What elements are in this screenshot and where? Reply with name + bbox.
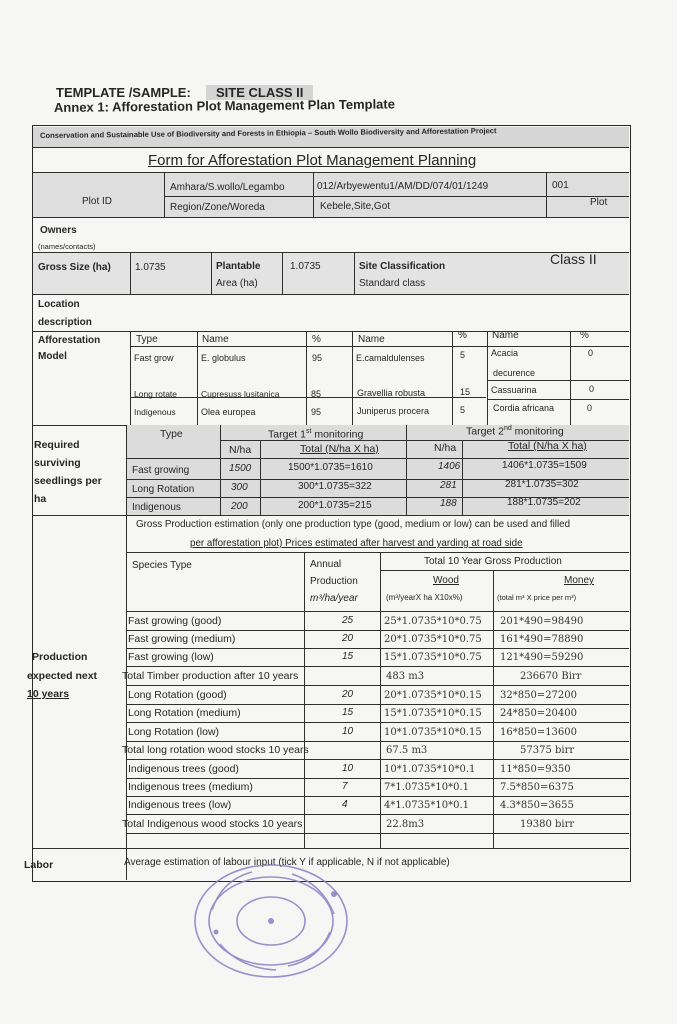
- location-label-2: description: [38, 317, 92, 328]
- production-row-species: Long Rotation (low): [128, 726, 220, 738]
- production-row-divider: [126, 814, 629, 815]
- owners-label: Owners: [40, 225, 77, 236]
- seedlings-label-3: seedlings per: [34, 475, 102, 487]
- target1-header: [268, 428, 363, 440]
- location-label-1: Location: [38, 299, 80, 310]
- wood-header: Wood: [433, 575, 459, 586]
- seedling-row3-n2: 188: [440, 498, 457, 509]
- target2-nha: N/ha: [434, 442, 457, 454]
- seedlings-label-4: ha: [34, 493, 47, 505]
- aff-row2-name-1: Cupresuss lusitanica: [201, 389, 280, 399]
- production-row-species: Total long rotation wood stocks 10 years: [122, 744, 309, 756]
- template-title-highlight: SITE CLASS II: [206, 85, 313, 100]
- production-row-wood: 20*1.0735*10*0.15: [384, 690, 482, 701]
- production-row-species: Long Rotation (medium): [128, 707, 241, 719]
- species-type-header: Species Type: [132, 560, 192, 571]
- production-row-wood: 25*1.0735*10*0.75: [384, 616, 482, 627]
- seedlings-label-1: Required: [34, 439, 80, 451]
- production-row-wood: 10*1.0735*10*0.15: [384, 727, 482, 738]
- aff-row1-name-3: Acacia: [491, 348, 519, 358]
- production-row-divider: [126, 796, 629, 797]
- production-row-wood: 10*1.0735*10*0.1: [384, 764, 476, 775]
- aff-row2-pct-3: 0: [589, 384, 595, 394]
- production-label-3: 10 years: [27, 688, 70, 700]
- production-row-annual: 15: [342, 707, 354, 718]
- aff-header-pct-3: %: [580, 330, 589, 341]
- production-row-wood: 7*1.0735*10*0.1: [384, 782, 469, 793]
- aff-header-name-1: Name: [202, 334, 229, 345]
- production-row-divider: [126, 778, 629, 779]
- production-row-divider: [126, 704, 629, 705]
- production-row-annual: 10: [342, 763, 354, 774]
- site-class-sub: Standard class: [359, 278, 426, 289]
- afforestation-label-1: Afforestation: [38, 335, 101, 346]
- aff-header-name-3: Name: [492, 330, 519, 341]
- production-row-money: 4.3*850=3655: [500, 800, 574, 811]
- aff-row3-name-2: Juniperus procera: [357, 406, 430, 416]
- production-row-species: Indigenous trees (low): [128, 799, 232, 811]
- kebele-label: Kebele,Site,Got: [320, 201, 391, 212]
- production-row-annual: 7: [342, 781, 348, 792]
- aff-row1-name-1: E. globulus: [201, 353, 246, 363]
- aff-row2-name-2: Gravellia robusta: [357, 388, 426, 398]
- seedling-row3-type: Indigenous: [132, 502, 181, 513]
- aff-header-type: Type: [136, 334, 158, 345]
- plot-id-label: Plot ID: [82, 196, 113, 207]
- seedling-row3-n1: 200: [231, 501, 248, 512]
- seedlings-label-2: surviving: [34, 457, 81, 469]
- production-label-2: expected next: [27, 670, 98, 682]
- production-row-money: 121*490=59290: [500, 652, 584, 663]
- seedling-row2-n2: 281: [440, 480, 457, 491]
- plot-label: Plot: [590, 197, 608, 208]
- production-row-divider: [126, 648, 629, 649]
- target1-total: Total (N/ha X ha): [300, 443, 379, 455]
- target2-header: [466, 425, 564, 437]
- production-row-annual: 25: [342, 615, 354, 626]
- aff-row1-pct-3: 0: [588, 348, 594, 358]
- plantable-value: 1.0735: [290, 261, 321, 272]
- production-row-annual: 10: [342, 726, 354, 737]
- region-label: Region/Zone/Woreda: [170, 202, 265, 213]
- production-row-species: Indigenous trees (good): [128, 763, 239, 775]
- afforestation-label-2: Model: [38, 351, 67, 362]
- production-row-money: 16*850=13600: [500, 727, 578, 738]
- aff-row2-pct-1: 85: [311, 389, 322, 399]
- production-row-species: Fast growing (good): [128, 615, 222, 627]
- production-label-1: Production: [32, 651, 88, 663]
- seedling-row1-n1: 1500: [229, 463, 252, 474]
- target2-suffix: monitoring: [511, 425, 564, 438]
- production-row-divider: [126, 833, 629, 834]
- project-title: Conservation and Sustainable Use of Biodiversity and Forests in Ethiopia – South Wollo Biodiversity and Afforestation Project: [39, 126, 497, 140]
- production-row-species: Long Rotation (good): [128, 689, 227, 701]
- official-stamp: [192, 862, 350, 980]
- aff-row1-name-3-extra: decurence: [493, 368, 536, 378]
- region-value: Amhara/S.wollo/Legambo: [170, 182, 285, 193]
- production-row-annual: 20: [342, 633, 354, 644]
- aff-row3-name-1: Olea europea: [201, 407, 256, 417]
- production-row-divider: [126, 759, 629, 760]
- target2-sup: nd: [503, 425, 512, 432]
- target2-prefix: Target 2: [466, 425, 504, 438]
- production-row-divider: [126, 685, 629, 686]
- aff-row3-pct-2: 5: [460, 405, 466, 415]
- aff-row3-pct-3: 0: [587, 403, 593, 413]
- production-row-annual: 4: [342, 799, 348, 810]
- production-row-annual: 20: [342, 689, 354, 700]
- production-row-divider: [126, 741, 629, 742]
- production-row-wood: 483 m3: [386, 671, 425, 682]
- annex-title: Annex 1: Afforestation Plot Management Plan Template: [53, 96, 396, 115]
- production-row-money: 236670 Birr: [520, 671, 582, 682]
- plantable-label-2: Area (ha): [216, 278, 258, 289]
- plantable-label-1: Plantable: [216, 261, 261, 272]
- owners-sub: (names/contacts): [38, 242, 96, 251]
- seedling-row1-n2: 1406: [438, 461, 461, 472]
- production-row-divider: [126, 666, 629, 667]
- annual-header-1: Annual: [310, 559, 342, 570]
- aff-header-name-2: Name: [358, 334, 385, 345]
- target1-suffix: monitoring: [311, 428, 364, 441]
- production-row-species: Indigenous trees (medium): [128, 781, 253, 793]
- production-row-wood: 67.5 m3: [386, 745, 428, 756]
- production-row-wood: 22.8m3: [386, 819, 425, 830]
- wood-subheader: (m³/yearX ha X10x%): [386, 593, 463, 602]
- production-row-money: 161*490=78890: [500, 634, 584, 645]
- aff-row1-type: Fast grow: [134, 353, 174, 363]
- aff-row1-name-2: E.camaldulenses: [356, 353, 425, 363]
- aff-row3-pct-1: 95: [311, 407, 322, 417]
- aff-row2-name-3: Cassuarina: [491, 385, 537, 395]
- aff-row3-name-3: Cordia africana: [493, 403, 555, 413]
- production-row-species: Fast growing (low): [128, 651, 214, 663]
- seedling-row1-type: Fast growing: [132, 465, 190, 476]
- target1-nha: N/ha: [229, 444, 252, 456]
- money-header: Money: [564, 575, 595, 586]
- production-row-species: Fast growing (medium): [128, 633, 236, 645]
- production-row-wood: 20*1.0735*10*0.75: [384, 634, 482, 645]
- gross-production-note-2: per afforestation plot) Prices estimated after harvest and yarding at road side: [190, 538, 523, 549]
- production-row-divider: [126, 722, 629, 723]
- money-subheader: (total m³ X price per m³): [497, 593, 577, 602]
- form-title: Form for Afforestation Plot Management Planning: [148, 152, 477, 169]
- seedling-row2-type: Long Rotation: [132, 484, 195, 495]
- production-row-wood: 15*1.0735*10*0.15: [384, 708, 482, 719]
- production-row-money: 24*850=20400: [500, 708, 578, 719]
- seedling-row1-t1: 1500*1.0735=1610: [288, 462, 373, 473]
- gross-size-label: Gross Size (ha): [38, 262, 111, 273]
- production-row-divider: [126, 630, 629, 631]
- total-10-year-header: Total 10 Year Gross Production: [424, 556, 562, 567]
- production-row-money: 11*850=9350: [500, 764, 571, 775]
- seedling-row2-t2: 281*1.0735=302: [505, 479, 579, 490]
- aff-row2-pct-2: 15: [460, 387, 471, 397]
- target1-sup: st: [305, 428, 312, 435]
- aff-row1-pct-1: 95: [312, 353, 323, 363]
- production-row-money: 32*850=27200: [500, 690, 578, 701]
- production-row-money: 19380 birr: [520, 819, 575, 830]
- annual-header-3: m³/ha/year: [310, 593, 358, 604]
- production-row-annual: 15: [342, 651, 354, 662]
- gross-production-note-1: Gross Production estimation (only one production type (good, medium or low) can be used and filled: [136, 519, 571, 530]
- site-class-label: Site Classification: [359, 261, 446, 272]
- production-row-money: 7.5*850=6375: [500, 782, 574, 793]
- production-row-wood: 15*1.0735*10*0.75: [384, 652, 482, 663]
- plot-value: 001: [552, 180, 569, 191]
- target1-prefix: Target 1: [268, 428, 306, 441]
- aff-header-pct-1: %: [312, 334, 321, 345]
- kebele-value: 012/Arbyewentu1/AM/DD/074/01/1249: [317, 181, 489, 192]
- gross-size-value: 1.0735: [135, 262, 166, 273]
- production-row-money: 201*490=98490: [500, 616, 584, 627]
- seedling-row2-n1: 300: [231, 482, 248, 493]
- labor-label: Labor: [24, 859, 54, 871]
- seedling-row3-t2: 188*1.0735=202: [507, 497, 581, 508]
- seedling-row2-t1: 300*1.0735=322: [298, 481, 372, 492]
- aff-header-pct-2: %: [458, 330, 467, 341]
- seedling-row1-t2: 1406*1.0735=1509: [502, 460, 587, 471]
- annual-header-2: Production: [310, 576, 358, 587]
- aff-row3-type: Indigenous: [134, 407, 176, 417]
- production-row-wood: 4*1.0735*10*0.1: [384, 800, 469, 811]
- production-row-species: Total Indigenous wood stocks 10 years: [122, 818, 303, 830]
- seedling-row3-t1: 200*1.0735=215: [298, 500, 372, 511]
- labor-text: Average estimation of labour input (tick Y if applicable, N if not applicable): [124, 857, 450, 868]
- seedlings-type-header: Type: [160, 428, 183, 440]
- aff-row2-type: Long rotate: [134, 389, 178, 399]
- target2-total: Total (N/ha X ha): [508, 440, 587, 452]
- aff-row1-pct-2: 5: [460, 350, 466, 360]
- template-title-prefix: TEMPLATE /SAMPLE:: [56, 85, 191, 100]
- site-class-value: Class II: [550, 251, 597, 267]
- production-row-species: Total Timber production after 10 years: [122, 670, 299, 682]
- production-row-money: 57375 birr: [520, 745, 575, 756]
